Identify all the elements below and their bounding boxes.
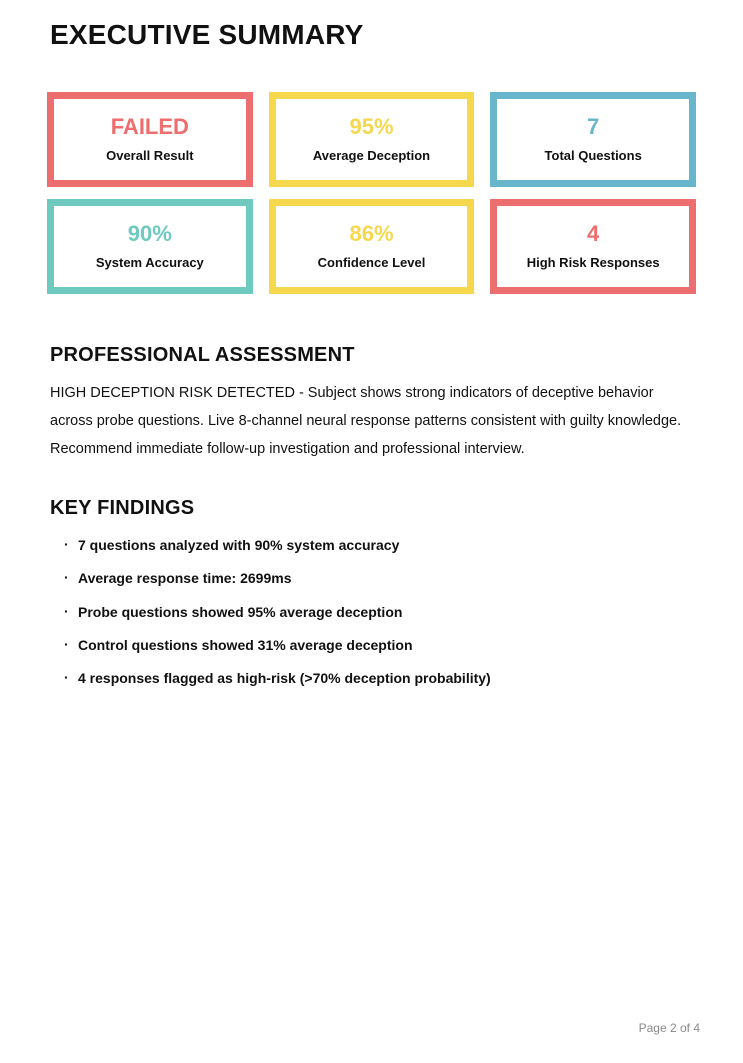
key-finding-item: · 4 responses flagged as high-risk (>70% deception probability) (64, 670, 696, 687)
report-page (0, 19, 743, 1063)
key-findings-list (64, 537, 696, 687)
key-finding-item: · Control questions showed 31% average deception (64, 637, 696, 654)
assessment-heading: PROFESSIONAL ASSESSMENT (50, 344, 355, 366)
key-finding-item: · 7 questions analyzed with 90% system accuracy (64, 537, 696, 554)
stat-label: High Risk Responses (526, 255, 660, 270)
stat-card-grid (47, 92, 696, 294)
stat-label: Confidence Level (317, 255, 426, 270)
stat-card-overall-result (47, 92, 253, 187)
stat-value: 86% (349, 221, 394, 246)
stat-card-confidence-level (269, 199, 475, 294)
stat-label: Average Deception (312, 148, 431, 163)
stat-value: FAILED (110, 114, 189, 139)
key-finding-item: · Probe questions showed 95% average deception (64, 604, 696, 621)
key-findings-heading: KEY FINDINGS (50, 497, 195, 519)
stat-label: Overall Result (106, 148, 194, 163)
page-number: Page 2 of 4 (638, 1021, 700, 1035)
stat-label: Total Questions (544, 148, 642, 163)
stat-card-total-questions (490, 92, 696, 187)
stat-value: 90% (127, 221, 172, 246)
assessment-body: HIGH DECEPTION RISK DETECTED - Subject shows strong indicators of deceptive behavior across probe questions. Live 8-channel neural response patterns consistent with guilty knowledge. Recommend immediate follow-up investigation and professional interview. (50, 385, 682, 457)
stat-value: 4 (587, 221, 600, 246)
stat-card-high-risk-responses (490, 199, 696, 294)
key-finding-item: · Average response time: 2699ms (64, 570, 696, 587)
stat-value: 7 (587, 114, 600, 139)
stat-card-average-deception (269, 92, 475, 187)
stat-label: System Accuracy (95, 255, 204, 270)
stat-card-system-accuracy (47, 199, 253, 294)
page-title: EXECUTIVE SUMMARY (50, 19, 364, 50)
stat-value: 95% (349, 114, 394, 139)
